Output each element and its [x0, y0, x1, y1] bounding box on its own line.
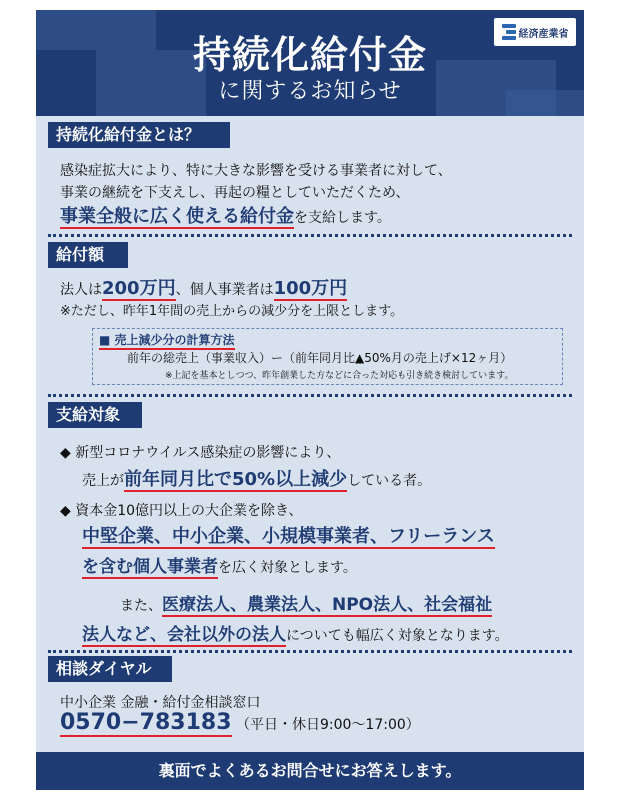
corporate-amount: 200万円 — [102, 278, 176, 299]
section-heading-contact: 相談ダイヤル — [48, 656, 172, 682]
eligibility-other-line-1 — [120, 590, 492, 615]
eligibility-text: についても幅広く対象となります。 — [286, 628, 509, 644]
about-line-3-rest: を支給します。 — [294, 210, 391, 226]
highlight-text: を含む個人事業者 — [82, 557, 218, 577]
calculation-box — [92, 328, 563, 385]
calc-note: ※上記を基本としつつ、昨年創業した方などに合った対応も引き続き検討しています。 — [165, 371, 514, 381]
calc-formula: 前年の総売上（事業収入）ー（前年同月比▲50%月の売上げ×12ヶ月） — [127, 351, 513, 365]
footer-banner: 裏面でよくあるお問合せにお答えします。 — [36, 752, 584, 790]
eligibility-text: している者。 — [347, 473, 432, 489]
amount-text: 法人は — [60, 282, 102, 298]
contact-hours: （平日・休日9:00〜17:00） — [235, 717, 420, 733]
highlight-text: 前年同月比で50%以上減少 — [124, 469, 348, 490]
eligibility-text: 売上が — [82, 473, 124, 489]
section-divider — [48, 234, 572, 237]
about-line-1: 感染症拡大により、特に大きな影響を受ける事業者に対して、 — [60, 163, 452, 179]
contact-desk: 中小企業 金融・給付金相談窓口 — [60, 695, 261, 711]
section-heading-eligibility: 支給対象 — [48, 402, 142, 428]
eligibility-text: を広く対象とします。 — [218, 560, 357, 576]
section-heading-about: 持続化給付金とは？ — [48, 122, 230, 148]
eligibility-bullet-2: ◆ 資本金10億円以上の大企業を除き、 — [60, 503, 303, 519]
phone-number[interactable]: 0570−783183 — [60, 710, 232, 735]
individual-amount: 100万円 — [273, 278, 348, 299]
section-divider — [48, 394, 572, 397]
highlight-text: 事業全般に広く使える給付金 — [60, 206, 294, 227]
about-line-2: 事業の継続を下支えし、再起の糧としていただくため、 — [60, 185, 410, 201]
eligibility-bullet-2-line-2 — [82, 522, 495, 548]
eligibility-bullet-1-cont — [82, 465, 431, 491]
eligibility-other-line-2 — [82, 620, 509, 645]
highlight-text: 法人など、会社以外の法人 — [82, 625, 286, 645]
highlight-text: 中堅企業、中小企業、小規模事業者、フリーランス — [82, 526, 495, 547]
eligibility-text: また、 — [120, 598, 162, 614]
highlight-text: 医療法人、農業法人、NPO法人、社会福祉 — [162, 595, 493, 615]
logo-text: 経済産業省 — [518, 28, 569, 40]
header-banner — [36, 10, 584, 116]
section-heading-amount: 給付額 — [48, 242, 128, 268]
eligibility-bullet-2-line-3 — [82, 552, 357, 577]
contact-line — [60, 710, 420, 735]
calc-title: ■ 売上減少分の計算方法 — [99, 331, 235, 350]
notice-sheet — [36, 10, 584, 790]
amount-text: 、個人事業者は — [175, 282, 274, 298]
about-line-3 — [60, 202, 391, 228]
eligibility-bullet-1: ◆ 新型コロナウイルス感染症の影響により、 — [60, 445, 341, 461]
page-title: 持続化給付金 — [192, 33, 427, 77]
section-divider — [48, 650, 572, 653]
page-subtitle: に関するお知らせ — [218, 79, 402, 104]
amount-note: ※ただし、昨年1年間の売上からの減少分を上限とします。 — [60, 304, 404, 319]
amount-line — [60, 274, 347, 300]
